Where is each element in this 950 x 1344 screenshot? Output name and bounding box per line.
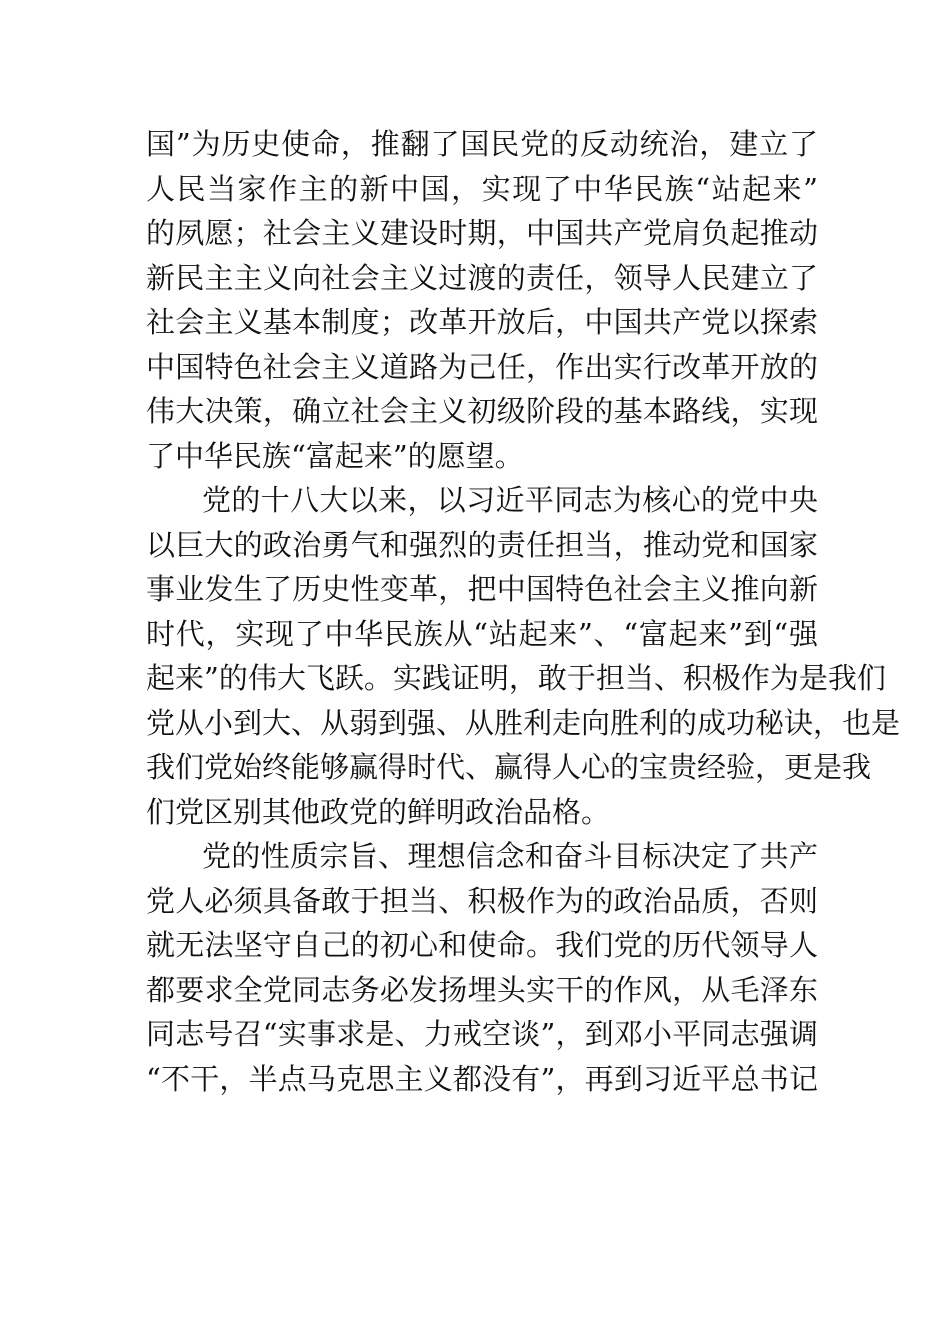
paragraph-2	[146, 478, 901, 834]
text-line: 社会主义基本制度；改革开放后，中国共产党以探索	[146, 305, 818, 339]
text-line: 国”为历史使命，推翻了国民党的反动统治，建立了	[146, 127, 818, 161]
text-line: 伟大决策，确立社会主义初级阶段的基本路线，实现	[146, 394, 818, 428]
text-line: 中国特色社会主义道路为己任，作出实行改革开放的	[146, 349, 818, 384]
text-line: 党的性质宗旨、理想信念和奋斗目标决定了共产	[202, 839, 818, 873]
text-line: 事业发生了历史性变革，把中国特色社会主义推向新	[146, 572, 818, 606]
text-line: 起来”的伟大飞跃。实践证明，敢于担当、积极作为是我们	[146, 661, 886, 695]
text-line: 的夙愿；社会主义建设时期，中国共产党肩负起推动	[146, 216, 818, 250]
text-line: 党的十八大以来，以习近平同志为核心的党中央	[202, 483, 818, 517]
text-line: 以巨大的政治勇气和强烈的责任担当，推动党和国家	[146, 527, 818, 562]
text-line: 党人必须具备敢于担当、积极作为的政治品质，否则	[146, 883, 818, 918]
text-line: 新民主主义向社会主义过渡的责任，领导人民建立了	[146, 260, 818, 295]
text-line: 了中华民族“富起来”的愿望。	[146, 438, 524, 473]
text-line: 都要求全党同志务必发扬埋头实干的作风，从毛泽东	[146, 972, 818, 1007]
text-line: 我们党始终能够赢得时代、赢得人心的宝贵经验，更是我	[146, 750, 872, 784]
paragraph-1	[146, 122, 818, 478]
text-line: 们党区别其他政党的鲜明政治品格。	[146, 794, 611, 829]
text-line: 就无法坚守自己的初心和使命。我们党的历代领导人	[146, 928, 818, 962]
text-line: “不干，半点马克思主义都没有”，再到习近平总书记	[146, 1061, 818, 1096]
paragraph-3	[146, 834, 818, 1101]
text-line: 同志号召“实事求是、力戒空谈”，到邓小平同志强调	[146, 1017, 818, 1051]
text-line: 党从小到大、从弱到强、从胜利走向胜利的成功秘诀，也是	[146, 705, 901, 740]
document-body	[146, 122, 901, 1101]
text-line: 时代，实现了中华民族从“站起来”、“富起来”到“强	[146, 616, 818, 651]
text-line: 人民当家作主的新中国，实现了中华民族“站起来”	[146, 171, 818, 206]
